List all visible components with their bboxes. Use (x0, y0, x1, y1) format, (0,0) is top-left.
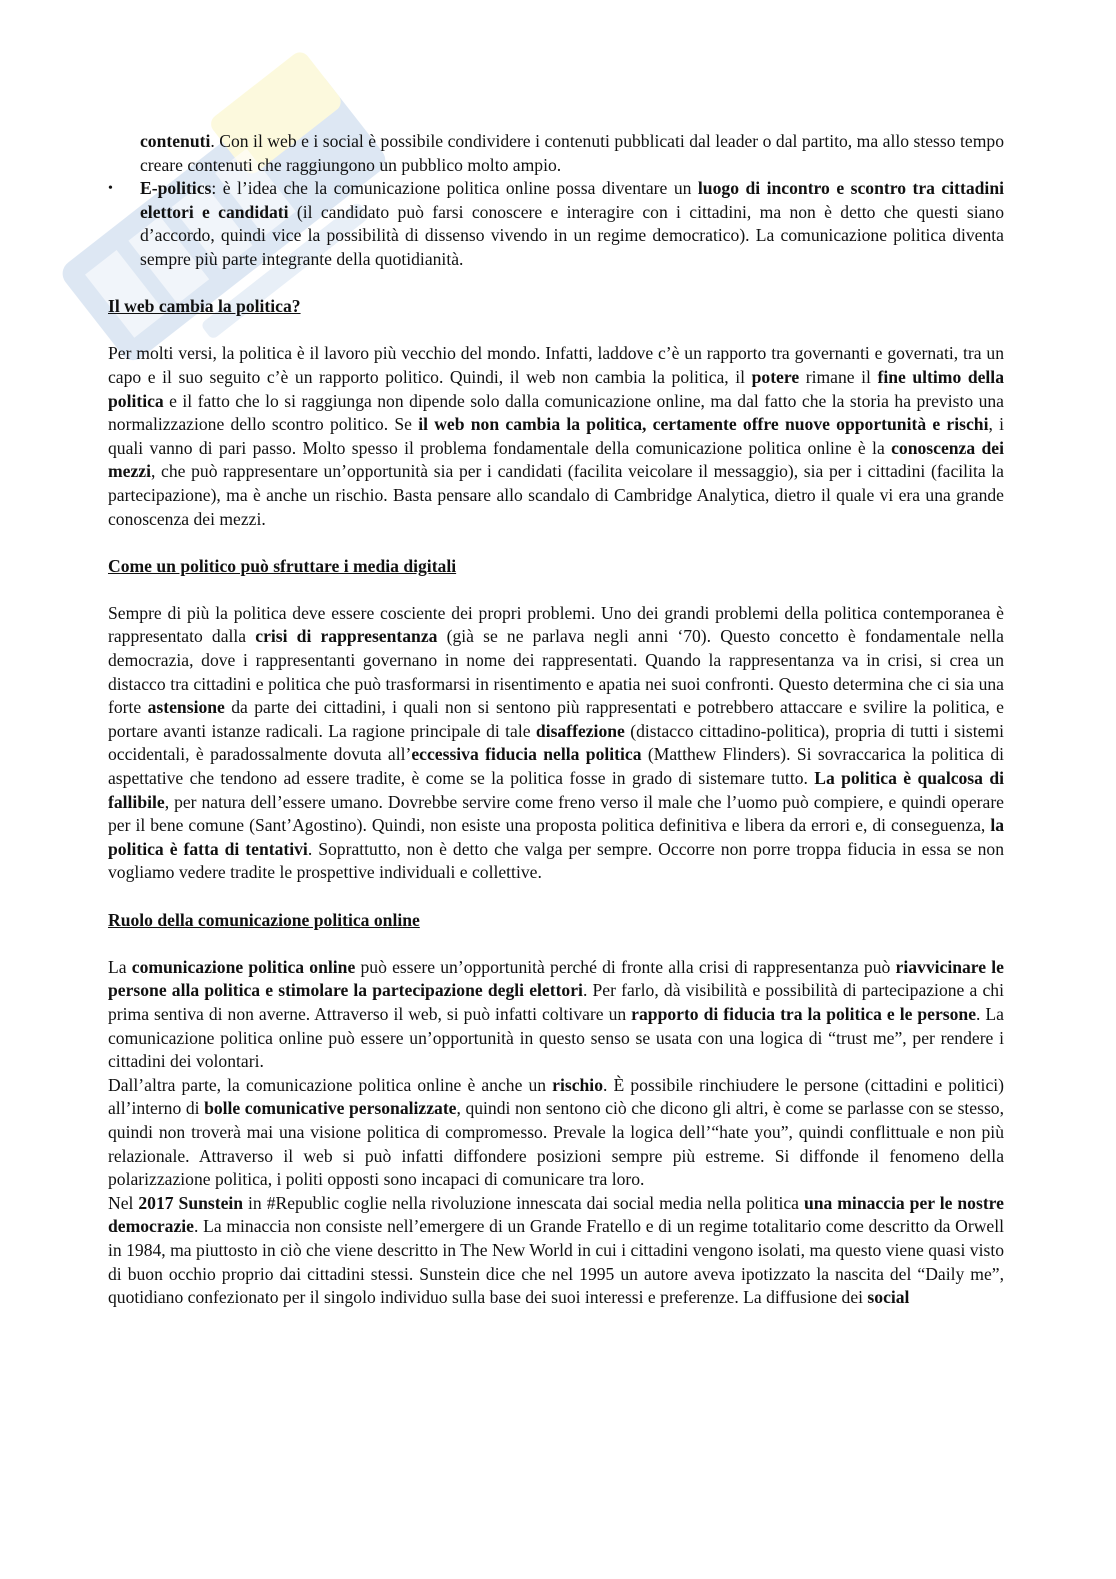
bold-text: social (867, 1287, 910, 1308)
text-run: in #Republic coglie nella rivoluzione innescata dai social media nella politica (243, 1192, 804, 1213)
intro-continuation (108, 130, 1004, 177)
bold-text: La politica è qualcosa di fallibile (108, 768, 1004, 812)
text-run: Nel (108, 1192, 139, 1213)
text-run: rimane il (799, 366, 878, 387)
text-run: , che può rappresentare un’opportunità sia per i candidati (facilita veicolare il messaggio), sia per i cittadini (facilita la partecipazione), ma è anche un rischio. Basta pensare allo scandalo di Cambridge Analytica, dietro il quale vi era una grande conoscenza dei mezzi. (108, 461, 1004, 529)
bullet-text (140, 177, 1004, 271)
bold-text: una minaccia per le nostre democrazie (108, 1192, 1004, 1237)
bold-text: bolle comunicative personalizzate (204, 1098, 457, 1119)
document-body (108, 130, 1004, 1310)
section-heading-web: Il web cambia la politica? (108, 296, 301, 317)
text-run: Dall’altra parte, la comunicazione politica online è anche un (108, 1074, 553, 1095)
bullet-icon: • (108, 181, 113, 197)
bold-text: rapporto di fiducia tra la politica e le persone (631, 1003, 977, 1024)
bold-text: astensione (147, 697, 225, 718)
section-heading-ruolo: Ruolo della comunicazione politica online (108, 909, 420, 930)
bold-text: potere (751, 366, 800, 387)
text-run: , i quali vanno di pari passo. Molto spesso il problema fondamentale della comunicazione politica online è la (108, 414, 1004, 458)
text-run: . È possibile rinchiudere le persone (cittadini e politici) all’interno di (108, 1074, 1004, 1119)
bold-text: eccessiva fiducia nella politica (411, 744, 642, 765)
bold-text: E-politics (140, 178, 212, 199)
text-run: . Con il web e i social è possibile condividere i contenuti pubblicati dal leader o dal partito, ma allo stesso tempo creare contenuti che raggiungono un pubblico molto ampio. (140, 131, 1004, 175)
text-run: può essere un’opportunità perché di fronte alla crisi di rappresentanza può (355, 956, 896, 977)
bold-text: crisi di rappresentanza (255, 626, 438, 647)
text-run: (distacco cittadino-politica), propria di tutti i sistemi occidentali, è paradossalmente dovuta all’ (108, 720, 1004, 765)
paragraph (108, 956, 1004, 1074)
text-run: . Soprattutto, non è detto che valga per sempre. Occorre non porre troppa fiducia in essa se non vogliamo vedere tradite le prospettive individuali e collettive. (108, 838, 1005, 883)
bold-text: 2017 Sunstein (138, 1192, 244, 1213)
text-run: Sempre di più la politica deve essere cosciente dei propri problemi. Uno dei grandi problemi della politica contemporanea è rappresentato dalla (108, 602, 1004, 647)
text-run: e il fatto che lo si raggiunga non dipende solo dalla comunicazione online, ma dal fatto che la storia ha previsto una normalizzazione dello scontro politico. Se (108, 390, 1004, 435)
bold-text: comunicazione politica online (131, 956, 356, 977)
text-run: La (108, 956, 132, 977)
bold-text: conoscenza dei mezzi (108, 437, 1004, 482)
text-run: : è l’idea che la comunicazione politica online possa diventare un (211, 178, 698, 199)
text-run: , quindi non sentono ciò che dicono gli altri, è come se parlasse con se stesso, quindi non troverà mai una visione politica di compromesso. Prevale la logica dell’“hate you”, quindi conflittuale e non più relazionale. Attraverso il web si può infatti diffondere posizioni sempre più estreme. Si diffonde il fenomeno della polarizzazione politica, i politi opposti sono incapaci di comunicare tra loro. (108, 1098, 1004, 1190)
list-item-e-politics (108, 177, 1004, 271)
section-heading-media: Come un politico può sfruttare i media digitali (108, 555, 457, 576)
text-run: Per molti versi, la politica è il lavoro più vecchio del mondo. Infatti, laddove c’è un rapporto tra governanti e governati, tra un capo e il suo seguito c’è un rapporto politico. Quindi, il web non cambia la politica, il (108, 343, 1004, 387)
text-run: (il candidato può farsi conoscere e interagire con i cittadini, ma non è detto che questi siano d’accordo, quindi vice la possibilità di dissenso vivendo in un regime democratico). La comunicazione politica diventa sempre più parte integrante della quotidianità. (140, 201, 1004, 269)
bold-text: luogo di incontro e scontro tra cittadini elettori e candidati (140, 178, 1004, 222)
text-run: da parte dei cittadini, i quali non si sentono più rappresentati e potrebbero attaccare e svilire la politica, e portare avanti istanze radicali. La ragione principale di tale (108, 697, 1004, 741)
bold-text: riavvicinare le persone alla politica e stimolare la partecipazione degli elettori (108, 956, 1004, 1001)
bold-text: la politica è fatta di tentativi (108, 815, 1004, 859)
paragraph (108, 342, 1004, 531)
bold-text: contenuti (140, 131, 211, 151)
bold-text: rischio (552, 1074, 603, 1095)
text-run: . Per farlo, dà visibilità e possibilità di partecipazione a chi prima sentiva di non averne. Attraverso il web, si può infatti coltivare un (108, 980, 1004, 1024)
text-run: , per natura dell’essere umano. Dovrebbe servire come freno verso il male che l’uomo può compiere, e quindi operare per il bene comune (Sant’Agostino). Quindi, non esiste una proposta politica definitiva e libera da errori e, di conseguenza, (108, 791, 1004, 836)
paragraph (108, 1192, 1004, 1310)
bold-text: disaffezione (535, 720, 625, 741)
text-run: (Matthew Flinders). Si sovraccarica la politica di aspettative che tendono ad essere tradite, è come se la politica fosse in grado di sistemare tutto. (108, 744, 1004, 789)
text-run: (già se ne parlava negli anni ‘70). Questo concetto è fondamentale nella democrazia, dove i rappresentanti governano in nome dei rappresentati. Quando la rappresentanza va in crisi, si crea un distacco tra cittadini e politica che può trasformarsi in risentimento e apatia nei suoi confronti. Questo determina che ci sia una forte (108, 626, 1004, 718)
bold-text: fine ultimo della politica (108, 366, 1004, 411)
text-run: . La comunicazione politica online può essere un’opportunità in questo senso se usata con una logica di “trust me”, per rendere i cittadini dei volontari. (108, 1003, 1004, 1072)
paragraph (108, 1074, 1004, 1192)
bold-text: il web non cambia la politica, certamente offre nuove opportunità e rischi (418, 414, 989, 435)
text-run: . La minaccia non consiste nell’emergere di un Grande Fratello e di un regime totalitario come descritto da Orwell in 1984, ma piuttosto in ciò che viene descritto in The New World in cui i cittadini vengono isolati, ma questo viene quasi visto di buon occhio proprio dai cittadini stessi. Sunstein dice che nel 1995 un autore aveva ipotizzato la nascita del “Daily me”, quotidiano confezionato per il singolo individuo sulla base dei suoi interessi e preferenze. La diffusione dei (108, 1216, 1004, 1308)
paragraph (108, 602, 1004, 885)
